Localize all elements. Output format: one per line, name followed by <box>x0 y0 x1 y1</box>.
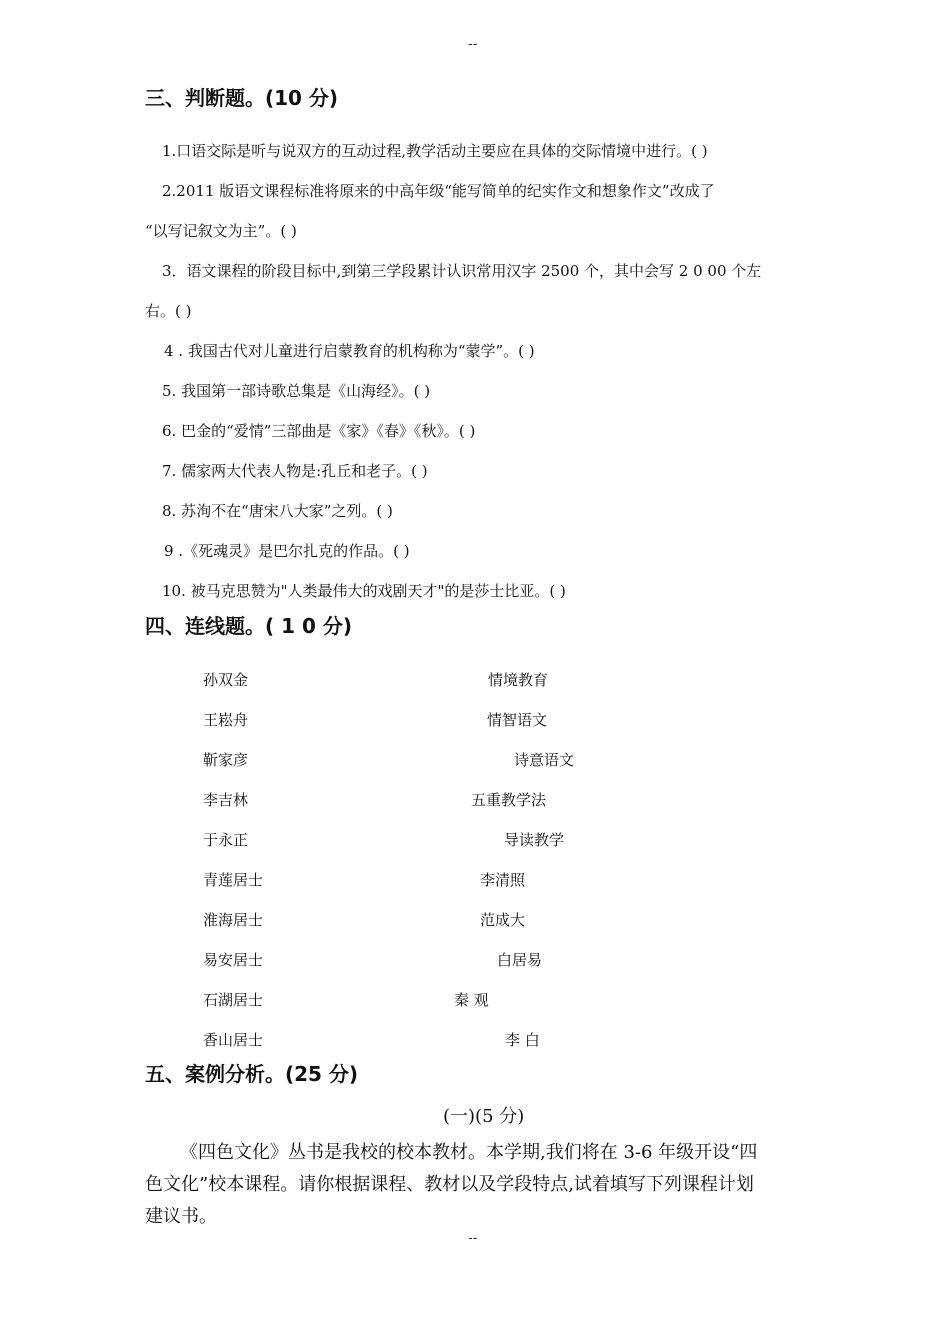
match-right-item: 五重教学法 <box>471 791 547 809</box>
tf-question-3-line-2: 右。( ) <box>145 302 192 320</box>
tf-question-2-line-2: “以写记叙文为主”。( ) <box>145 222 297 240</box>
match-left-item: 青莲居士 <box>203 871 264 889</box>
match-right-item: 诗意语文 <box>514 751 575 769</box>
match-left-item: 淮海居士 <box>203 911 264 929</box>
match-left-item: 于永正 <box>203 831 249 849</box>
tf-question-2-line-1: 2.2011 版语文课程标准将原来的中高年级“能写简单的纪实作文和想象作文”改成了 <box>162 182 715 200</box>
match-left-item: 李吉林 <box>203 791 249 809</box>
match-right-item: 秦 观 <box>454 991 489 1009</box>
section-4-title: 四、连线题。( 1 0 分) <box>145 614 353 638</box>
tf-question-9: 9 .《死魂灵》是巴尔扎克的作品。( ) <box>164 542 410 560</box>
tf-question-7: 7. 儒家两大代表人物是:孔丘和老子。( ) <box>162 462 428 480</box>
match-right-item: 情境教育 <box>488 671 549 689</box>
match-right-item: 李 白 <box>505 1031 540 1049</box>
page-header-marker: -- <box>468 36 478 52</box>
case-paragraph-line: 色文化”校本课程。请你根据课程、教材以及学段特点,试着填写下列课程计划 <box>145 1174 754 1195</box>
page-footer-marker: -- <box>468 1230 478 1246</box>
match-right-item: 范成大 <box>480 911 526 929</box>
tf-question-8: 8. 苏洵不在“唐宋八大家”之列。( ) <box>162 502 393 520</box>
tf-question-5: 5. 我国第一部诗歌总集是《山海经》。( ) <box>162 382 431 400</box>
match-right-item: 白居易 <box>497 951 543 969</box>
match-left-item: 石湖居士 <box>203 991 264 1009</box>
section-5-subtitle: (一)(5 分) <box>443 1106 525 1127</box>
match-right-item: 李清照 <box>480 871 526 889</box>
tf-question-3-line-1: 3．语文课程的阶段目标中,到第三学段累计认识常用汉字 2500 个，其中会写 2 0 00 个左 <box>162 262 762 280</box>
match-right-item: 导读教学 <box>504 831 565 849</box>
match-left-item: 香山居士 <box>203 1031 264 1049</box>
tf-question-6: 6. 巴金的“爱情”三部曲是《家》《春》《秋》。( ) <box>162 422 476 440</box>
match-left-item: 王崧舟 <box>203 711 249 729</box>
case-paragraph-line: 建议书。 <box>145 1206 217 1227</box>
case-paragraph-line: 《四色文化》丛书是我校的校本教材。本学期,我们将在 3-6 年级开设“四 <box>180 1142 758 1163</box>
tf-question-4: 4 . 我国古代对儿童进行启蒙教育的机构称为“蒙学”。( ) <box>164 342 535 360</box>
match-left-item: 孙双金 <box>203 671 249 689</box>
tf-question-10: 10. 被马克思赞为"人类最伟大的戏剧天才"的是莎士比亚。( ) <box>162 582 566 600</box>
section-3-title: 三、判断题。(10 分) <box>145 86 339 110</box>
section-5-title: 五、案例分析。(25 分) <box>145 1062 359 1086</box>
match-right-item: 情智语文 <box>487 711 548 729</box>
tf-question-1: 1.口语交际是听与说双方的互动过程,教学活动主要应在具体的交际情境中进行。( ) <box>162 142 708 160</box>
match-left-item: 靳家彦 <box>203 751 249 769</box>
match-left-item: 易安居士 <box>203 951 264 969</box>
